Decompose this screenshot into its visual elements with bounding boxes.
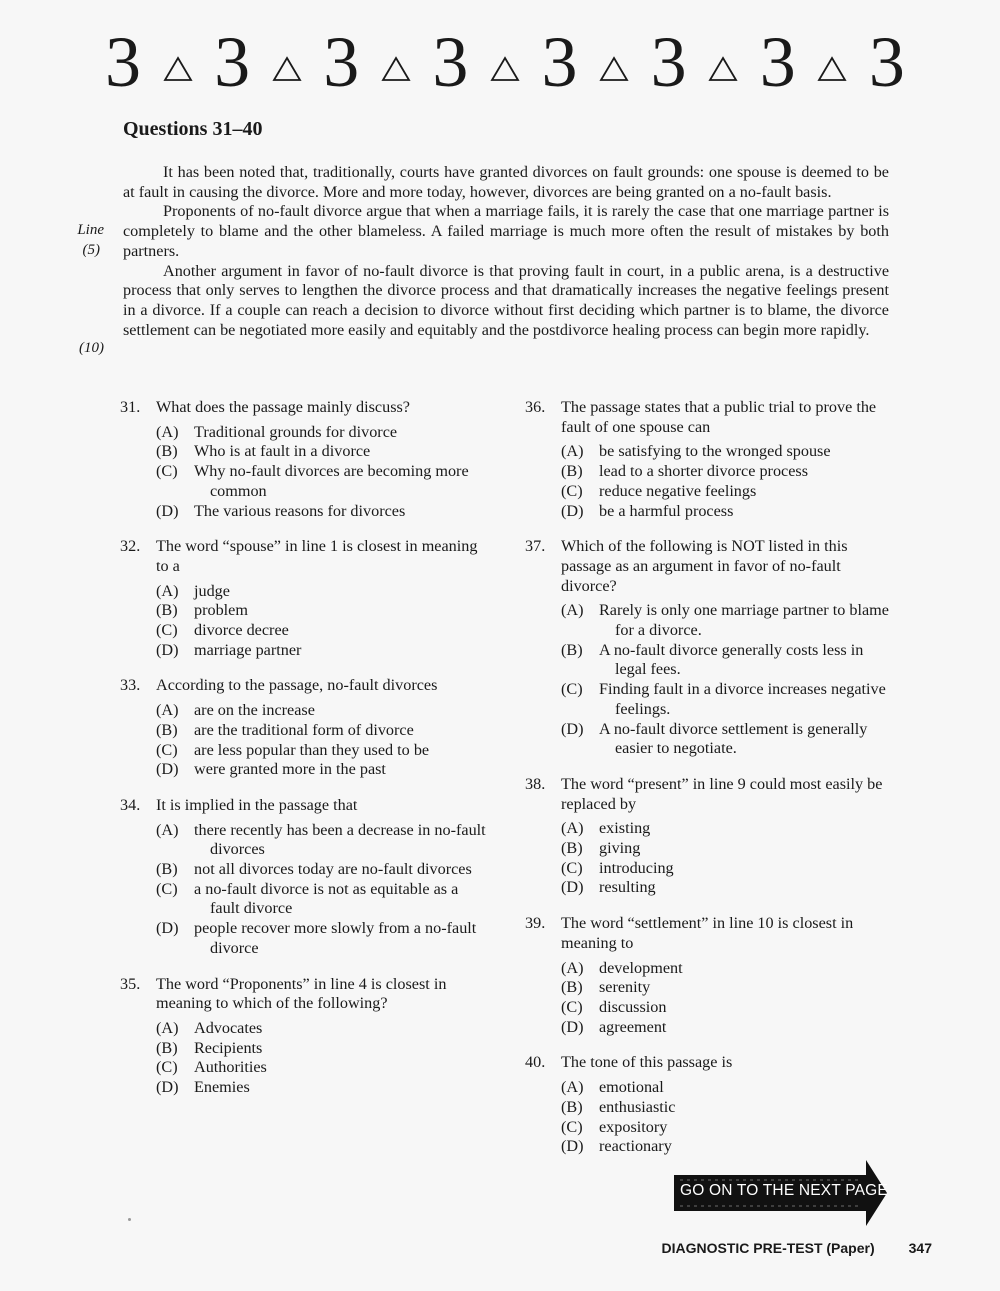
option-text: Rarely is only one marriage partner to blame for a divorce. xyxy=(599,601,889,640)
reading-passage xyxy=(123,163,889,340)
question-number: 34. xyxy=(120,795,141,814)
option-letter: (A) xyxy=(156,701,179,720)
answer-option[interactable] xyxy=(561,462,897,482)
question-number: 36. xyxy=(525,398,546,416)
question-number: 39. xyxy=(525,914,546,933)
footer-section: DIAGNOSTIC PRE-TEST (Paper) xyxy=(661,1240,875,1256)
option-letter: (C) xyxy=(156,740,178,759)
answer-option[interactable] xyxy=(561,1118,897,1138)
option-letter: (C) xyxy=(561,481,583,500)
answer-option[interactable] xyxy=(156,423,490,443)
answer-option[interactable] xyxy=(156,721,490,741)
triangle-icon xyxy=(817,56,847,82)
answer-options xyxy=(525,1078,897,1157)
answer-option[interactable] xyxy=(156,502,490,522)
option-letter: (A) xyxy=(561,442,584,461)
question-text: The word “Proponents” in line 4 is closest in meaning to which of the following? xyxy=(156,974,447,1013)
question-item xyxy=(120,796,490,959)
section-banner xyxy=(105,22,905,102)
option-letter: (B) xyxy=(156,442,178,461)
line-number-10: (10) xyxy=(79,340,104,356)
option-letter: (D) xyxy=(156,640,179,659)
section-number: 3 xyxy=(432,22,469,102)
option-text: are the traditional form of divorce xyxy=(194,720,414,739)
answer-option[interactable] xyxy=(561,839,897,859)
option-letter: (D) xyxy=(561,878,584,897)
option-letter: (A) xyxy=(156,581,179,600)
go-on-arrow xyxy=(674,1158,889,1228)
option-letter: (A) xyxy=(156,422,179,441)
question-number: 31. xyxy=(120,398,141,416)
option-letter: (C) xyxy=(561,1117,583,1136)
questions-left-column xyxy=(120,398,490,1114)
option-letter: (C) xyxy=(561,997,583,1016)
question-item xyxy=(525,537,897,759)
option-text: Enemies xyxy=(194,1078,250,1097)
option-text: a no-fault divorce is not as equitable as a fault divorce xyxy=(194,879,459,918)
option-letter: (B) xyxy=(561,640,583,659)
answer-option[interactable] xyxy=(561,819,897,839)
question-text: The passage states that a public trial to prove the fault of one spouse can xyxy=(561,398,877,436)
speck xyxy=(128,1218,131,1221)
option-text: be a harmful process xyxy=(599,501,734,520)
question-item xyxy=(120,537,490,660)
option-text: giving xyxy=(599,839,641,858)
question-number: 35. xyxy=(120,974,141,993)
answer-options xyxy=(525,819,897,898)
option-text: Why no-fault divorces are becoming more common xyxy=(194,462,469,500)
option-text: enthusiastic xyxy=(599,1097,676,1116)
question-stem xyxy=(525,1053,897,1073)
answer-option[interactable] xyxy=(561,859,897,879)
answer-option[interactable] xyxy=(156,1078,490,1098)
option-text: reduce negative feelings xyxy=(599,481,757,500)
option-text: judge xyxy=(194,581,230,600)
question-stem xyxy=(120,398,490,418)
question-item xyxy=(525,1053,897,1157)
option-text: The various reasons for divorces xyxy=(194,501,406,520)
triangle-icon xyxy=(490,56,520,82)
answer-option[interactable] xyxy=(561,959,897,979)
option-text: are on the increase xyxy=(194,701,315,720)
answer-option[interactable] xyxy=(156,701,490,721)
option-letter: (B) xyxy=(156,860,178,879)
option-letter: (A) xyxy=(561,601,584,620)
question-text: What does the passage mainly discuss? xyxy=(156,398,410,416)
question-text: Which of the following is NOT listed in this passage as an argument in favor of no-fault divorce? xyxy=(561,537,848,595)
question-item xyxy=(525,914,897,1037)
answer-options xyxy=(525,442,897,521)
option-letter: (C) xyxy=(156,879,178,898)
option-text: divorce decree xyxy=(194,621,289,640)
option-letter: (B) xyxy=(156,720,178,739)
questions-right-column xyxy=(525,398,897,1173)
section-number: 3 xyxy=(541,22,578,102)
answer-option[interactable] xyxy=(156,760,490,780)
option-text: Advocates xyxy=(194,1018,263,1037)
option-text: expository xyxy=(599,1117,668,1136)
question-item xyxy=(120,398,490,521)
question-text: The word “spouse” in line 1 is closest in meaning to a xyxy=(156,537,478,575)
option-letter: (D) xyxy=(156,919,179,938)
answer-option[interactable] xyxy=(156,821,490,860)
section-number: 3 xyxy=(214,22,251,102)
answer-option[interactable] xyxy=(156,1058,490,1078)
passage-paragraph: Proponents of no-fault divorce argue that when a marriage fails, it is rarely the case that one marriage partner is completely to blame and the other blameless. A failed marriage is much more often the result of mistakes by both partners. xyxy=(123,202,889,260)
option-text: emotional xyxy=(599,1078,664,1097)
question-text: The tone of this passage is xyxy=(561,1053,733,1072)
option-text: not all divorces today are no-fault divorces xyxy=(194,860,472,879)
triangle-icon xyxy=(381,56,411,82)
answer-options xyxy=(120,582,490,661)
triangle-icon xyxy=(599,56,629,82)
option-letter: (A) xyxy=(561,1078,584,1097)
option-letter: (D) xyxy=(561,719,584,738)
section-number: 3 xyxy=(650,22,687,102)
answer-option[interactable] xyxy=(156,741,490,761)
questions-heading: Questions 31–40 xyxy=(123,118,263,140)
option-letter: (A) xyxy=(561,819,584,838)
triangle-icon xyxy=(163,56,193,82)
option-text: serenity xyxy=(599,978,651,997)
answer-option[interactable] xyxy=(561,1078,897,1098)
question-text: According to the passage, no-fault divorces xyxy=(156,676,438,695)
question-stem xyxy=(525,914,897,953)
option-text: Authorities xyxy=(194,1058,267,1077)
question-number: 33. xyxy=(120,676,141,695)
option-letter: (A) xyxy=(561,958,584,977)
go-on-label: GO ON TO THE NEXT PAGE xyxy=(680,1182,888,1199)
option-text: be satisfying to the wronged spouse xyxy=(599,442,831,461)
option-text: people recover more slowly from a no-fault divorce xyxy=(194,919,477,957)
question-item xyxy=(120,975,490,1098)
answer-option[interactable] xyxy=(561,1098,897,1118)
option-text: Who is at fault in a divorce xyxy=(194,442,371,461)
answer-option[interactable] xyxy=(561,482,897,502)
answer-option[interactable] xyxy=(561,878,897,898)
answer-option[interactable] xyxy=(561,641,897,680)
answer-option[interactable] xyxy=(156,621,490,641)
question-number: 37. xyxy=(525,537,546,556)
answer-option[interactable] xyxy=(561,442,897,462)
passage-paragraph: Another argument in favor of no-fault divorce is that proving fault in court, in a public arena, is a destructive process that only serves to lengthen the divorce process and that dramatically increases the negative feelings present in a divorce. If a couple can reach a decision to divorce without first deciding which partner is to blame, the divorce settlement can be negotiated more easily and equitably and the postdivorce healing process can begin more rapidly. xyxy=(123,261,889,339)
option-text: problem xyxy=(194,601,248,620)
option-text: A no-fault divorce generally costs less in legal fees. xyxy=(599,640,864,679)
section-number: 3 xyxy=(868,22,905,102)
answer-options xyxy=(120,821,490,959)
question-stem xyxy=(525,775,897,814)
question-item xyxy=(120,676,490,780)
option-letter: (D) xyxy=(156,1078,179,1097)
option-letter: (A) xyxy=(156,1018,179,1037)
triangle-icon xyxy=(708,56,738,82)
option-text: are less popular than they used to be xyxy=(194,740,430,759)
option-letter: (B) xyxy=(561,1097,583,1116)
option-letter: (B) xyxy=(561,462,583,481)
answer-option[interactable] xyxy=(156,601,490,621)
page-number: 347 xyxy=(908,1240,932,1256)
option-letter: (A) xyxy=(156,820,179,839)
answer-options xyxy=(120,701,490,780)
option-text: development xyxy=(599,958,683,977)
answer-option[interactable] xyxy=(561,998,897,1018)
answer-option[interactable] xyxy=(561,680,897,719)
answer-option[interactable] xyxy=(156,1019,490,1039)
section-number: 3 xyxy=(323,22,360,102)
answer-option[interactable] xyxy=(156,880,490,919)
question-text: The word “present” in line 9 could most easily be replaced by xyxy=(561,774,883,813)
option-letter: (D) xyxy=(561,1017,584,1036)
option-text: discussion xyxy=(599,997,667,1016)
option-letter: (C) xyxy=(561,680,583,699)
answer-option[interactable] xyxy=(156,919,490,958)
option-letter: (D) xyxy=(561,501,584,520)
question-number: 40. xyxy=(525,1053,546,1072)
option-letter: (D) xyxy=(156,760,179,779)
question-item xyxy=(525,775,897,898)
option-text: reactionary xyxy=(599,1137,672,1156)
option-letter: (C) xyxy=(561,858,583,877)
option-text: agreement xyxy=(599,1017,667,1036)
answer-option[interactable] xyxy=(561,978,897,998)
answer-option[interactable] xyxy=(156,462,490,501)
question-stem xyxy=(525,398,897,437)
answer-options xyxy=(525,601,897,759)
option-letter: (C) xyxy=(156,621,178,640)
answer-options xyxy=(120,1019,490,1098)
answer-options xyxy=(525,959,897,1038)
question-stem xyxy=(120,796,490,816)
answer-option[interactable] xyxy=(156,582,490,602)
question-stem xyxy=(120,975,490,1014)
option-letter: (B) xyxy=(561,839,583,858)
line-label: Line xyxy=(77,222,104,238)
section-number: 3 xyxy=(759,22,796,102)
question-number: 32. xyxy=(120,537,141,556)
option-text: Finding fault in a divorce increases negative feelings. xyxy=(599,680,886,718)
answer-option[interactable] xyxy=(561,1018,897,1038)
option-text: existing xyxy=(599,819,651,838)
option-letter: (B) xyxy=(156,601,178,620)
question-item xyxy=(525,398,897,521)
question-stem xyxy=(120,537,490,576)
question-stem xyxy=(120,676,490,696)
passage-paragraph: It has been noted that, traditionally, courts have granted divorces on fault grounds: one spouse is deemed to be at fault in causing the divorce. More and more today, however, divorces are being granted on a no-fault basis. xyxy=(123,163,889,201)
question-text: It is implied in the passage that xyxy=(156,795,358,814)
answer-option[interactable] xyxy=(561,502,897,522)
answer-option[interactable] xyxy=(156,860,490,880)
option-text: there recently has been a decrease in no-fault divorces xyxy=(194,820,486,859)
option-text: were granted more in the past xyxy=(194,760,386,779)
answer-option[interactable] xyxy=(156,442,490,462)
answer-option[interactable] xyxy=(156,1039,490,1059)
option-text: resulting xyxy=(599,878,656,897)
option-text: lead to a shorter divorce process xyxy=(599,462,809,481)
page-footer xyxy=(662,1240,933,1256)
question-number: 38. xyxy=(525,774,546,793)
question-text: The word “settlement” in line 10 is closest in meaning to xyxy=(561,914,854,952)
option-letter: (B) xyxy=(561,978,583,997)
option-letter: (C) xyxy=(156,1058,178,1077)
option-text: marriage partner xyxy=(194,640,302,659)
option-letter: (D) xyxy=(156,501,179,520)
section-number: 3 xyxy=(105,22,141,102)
triangle-icon xyxy=(272,56,302,82)
answer-option[interactable] xyxy=(561,1137,897,1157)
question-stem xyxy=(525,537,897,596)
answer-options xyxy=(120,423,490,522)
answer-option[interactable] xyxy=(561,720,897,759)
option-text: introducing xyxy=(599,858,674,877)
line-number-5: (5) xyxy=(82,242,100,258)
option-letter: (D) xyxy=(561,1137,584,1156)
answer-option[interactable] xyxy=(156,641,490,661)
option-letter: (C) xyxy=(156,462,178,481)
answer-option[interactable] xyxy=(561,601,897,640)
option-text: A no-fault divorce settlement is generally easier to negotiate. xyxy=(599,719,868,758)
option-letter: (B) xyxy=(156,1038,178,1057)
option-text: Recipients xyxy=(194,1038,263,1057)
option-text: Traditional grounds for divorce xyxy=(194,422,398,441)
